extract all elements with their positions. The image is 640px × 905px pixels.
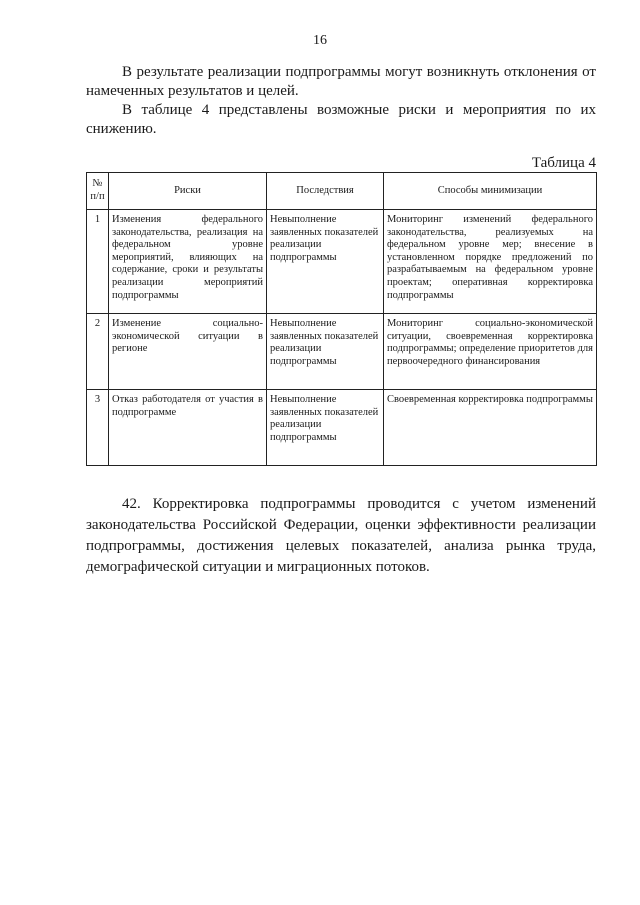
- risk-cell: Изменение социально-экономической ситуации в регионе: [109, 314, 267, 390]
- risk-cell: Отказ работодателя от участия в подпрограмме: [109, 390, 267, 466]
- consequence-cell: Невыполнение заявленных показателей реализации подпрограммы: [267, 390, 384, 466]
- row-number: 2: [87, 314, 109, 390]
- table-header-row: [87, 173, 597, 210]
- table-caption: Таблица 4: [531, 155, 596, 171]
- consequence-cell: Невыполнение заявленных показателей реализации подпрограммы: [267, 314, 384, 390]
- mitigation-cell: Мониторинг изменений федерального законодательства, реализуемых на федеральном уровне мер; внесение в установленном порядке предложений по разрабатываемым на федеральном уровне проектам; оперативная корректировка подпрограммы: [384, 210, 597, 314]
- correction-paragraph: 42. Корректировка подпрограммы проводится с учетом изменений законодательства Российской Федерации, оценки эффективности реализации подпрограммы, достижения целевых показателей, анализа рынка труда, демографической ситуации и миграционных потоков.: [86, 496, 596, 575]
- table-row: [87, 314, 597, 390]
- mitigation-cell: Мониторинг социально-экономической ситуации, своевременная корректировка подпрограммы; определение приоритетов для первоочередного финансирования: [384, 314, 597, 390]
- intro-paragraph-1: В результате реализации подпрограммы могут возникнуть отклонения от намеченных результатов и целей.: [86, 64, 596, 99]
- risks-table: [86, 172, 597, 466]
- header-mitigation: Способы минимизации: [384, 173, 597, 210]
- table-row: [87, 390, 597, 466]
- header-risks: Риски: [109, 173, 267, 210]
- mitigation-cell: Своевременная корректировка подпрограммы: [384, 390, 597, 466]
- table-row: [87, 210, 597, 314]
- row-number: 3: [87, 390, 109, 466]
- risk-cell: Изменения федерального законодательства, реализация на федеральном уровне мероприятий, влияющих на содержание, сроки и результаты реализации мероприятий подпрограммы: [109, 210, 267, 314]
- consequence-cell: Невыполнение заявленных показателей реализации подпрограммы: [267, 210, 384, 314]
- header-consequences: Последствия: [267, 173, 384, 210]
- header-num: № п/п: [87, 173, 109, 210]
- row-number: 1: [87, 210, 109, 314]
- page-number: 16: [313, 33, 327, 48]
- intro-paragraph-2: В таблице 4 представлены возможные риски и мероприятия по их снижению.: [86, 102, 596, 137]
